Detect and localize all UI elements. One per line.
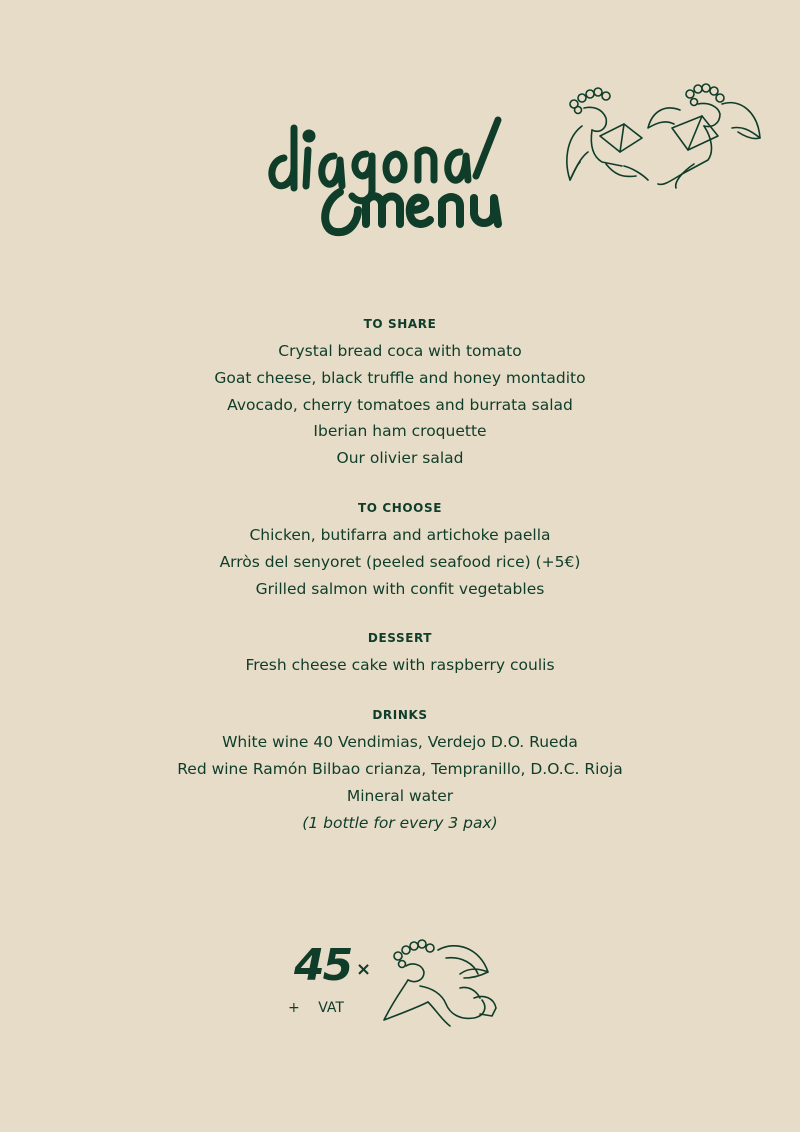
menu-item: Our olivier salad	[336, 449, 464, 468]
section-title: TO SHARE	[363, 317, 437, 331]
menu-item: Grilled salmon with confit vegetables	[255, 579, 545, 598]
section-to-share	[0, 312, 800, 472]
diagonal-menu-logo	[262, 110, 522, 245]
menu-item: Goat cheese, black truffle and honey montadito	[214, 368, 586, 387]
price-amount: 45	[294, 940, 352, 991]
reclining-cherub-illustration	[376, 928, 504, 1030]
section-dessert	[0, 626, 800, 679]
section-to-choose	[0, 496, 800, 602]
menu-item: Iberian ham croquette	[313, 422, 487, 441]
menu-body	[0, 312, 800, 860]
menu-item: Crystal bread coca with tomato	[278, 342, 522, 360]
multiplier-sign: ×	[356, 959, 372, 980]
vat-note	[288, 1000, 344, 1016]
section-drinks	[0, 703, 800, 836]
section-title: DESSERT	[367, 631, 433, 646]
plus-sign: +	[288, 1000, 300, 1016]
reading-angels-illustration	[562, 78, 767, 196]
menu-item: Chicken, butifarra and artichoke paella	[249, 525, 551, 544]
drinks-note: (1 bottle for every 3 pax)	[302, 813, 498, 832]
menu-item: White wine 40 Vendimias, Verdejo D.O. Rueda	[222, 733, 578, 752]
menu-item: Arròs del senyoret (peeled seafood rice) (+5€)	[219, 552, 581, 571]
menu-item: Avocado, cherry tomatoes and burrata salad	[227, 395, 573, 414]
vat-label: VAT	[318, 1000, 344, 1016]
price-block	[280, 920, 520, 1030]
menu-item: Red wine Ramón Bilbao crianza, Tempranillo, D.O.C. Rioja	[177, 759, 623, 778]
menu-item: Mineral water	[346, 786, 454, 805]
section-title: TO CHOOSE	[357, 500, 443, 515]
menu-item: Fresh cheese cake with raspberry coulis	[245, 656, 555, 675]
section-title: DRINKS	[372, 708, 428, 723]
